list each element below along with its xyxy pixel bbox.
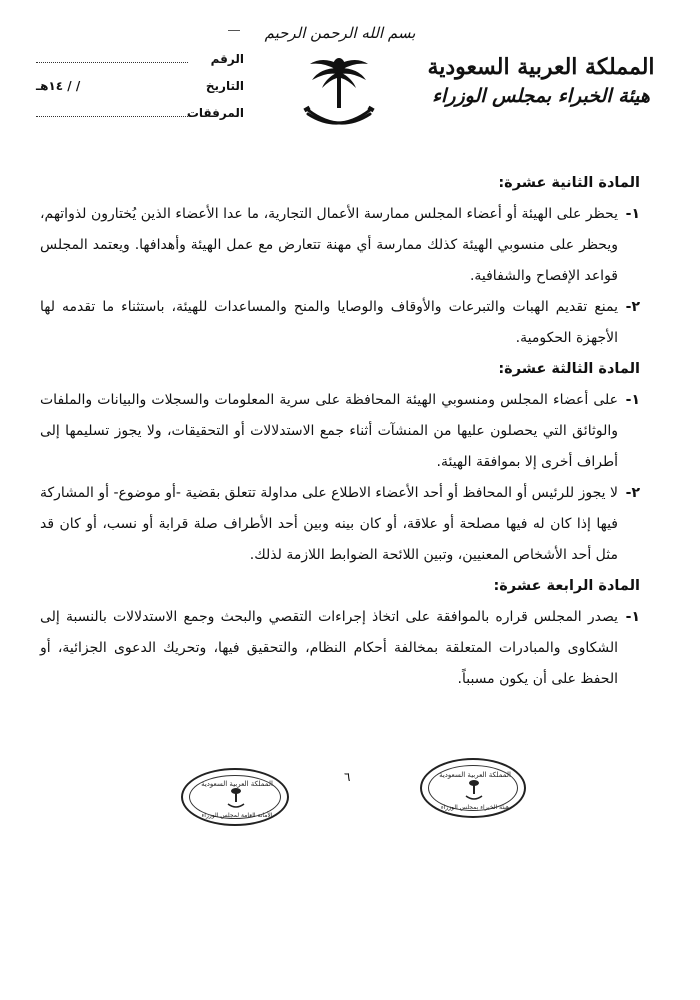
stamp-emblem-icon <box>183 770 291 828</box>
ref-row <box>36 52 244 79</box>
stamp-right-title: المملكة العربية السعودية <box>439 771 511 779</box>
attachments-row <box>36 106 244 133</box>
reference-block <box>36 52 244 133</box>
page-number: ٦ <box>344 770 351 784</box>
item-text: يمنع تقديم الهبات والتبرعات والأوقاف والوصايا والمنح والمساعدات للهيئة، باستثناء ما تقدمه لها الأجهزة الحكومية. <box>40 299 618 346</box>
article-item <box>40 602 640 695</box>
saudi-emblem-icon <box>302 52 376 134</box>
header-dash <box>228 30 240 31</box>
article-item <box>40 292 640 354</box>
attachments-label: المرفقات <box>186 106 244 120</box>
item-text: لا يجوز للرئيس أو المحافظ أو أحد الأعضاء الاطلاع على مداولة تتعلق بقضية -أو موضوع- أو المشاركة فيها إذا كان له فيها مصلحة أو علاقة، أو كان بينه وبين أحد الأطراف صلة قرابة أو نسب، أو كان قد مثل أحد الأشخاص المعنيين، وتبين اللائحة الضوابط اللازمة لذلك. <box>40 485 618 563</box>
official-stamp-left <box>181 768 289 826</box>
item-number: ٢- <box>625 299 640 315</box>
stamp-left-title: المملكة العربية السعودية <box>201 780 273 788</box>
date-value: / / ١٤هـ <box>36 79 81 93</box>
org-name: هيئة الخبراء بمجلس الوزراء <box>432 85 650 107</box>
item-number: ٢- <box>625 485 640 501</box>
attachments-line <box>36 106 188 117</box>
bismillah: بسم الله الرحمن الرحيم <box>264 24 416 42</box>
document-body <box>40 168 640 695</box>
item-text: يصدر المجلس قراره بالموافقة على اتخاذ إجراءات التقصي والبحث وجمع الاستدلالات بالنسبة إلى الشكاوى والمبادرات المتعلقة بمخالفة أحكام النظام، والتحقيق فيها، وتحريك الدعوى الجزائية، أو الحفظ على أن يكون مسبباً. <box>40 609 618 687</box>
organization-header <box>416 52 666 110</box>
item-text: يحظر على الهيئة أو أعضاء المجلس ممارسة الأعمال التجارية، ما عدا الأعضاء الذين يُختارون لذواتهم، ويحظر على منسوبي الهيئة كذلك ممارسة أي مهنة تتعارض مع عمل الهيئة وأهدافها. ويعتمد المجلس قواعد الإفصاح والشفافية. <box>40 206 618 284</box>
official-stamp-right <box>420 758 526 818</box>
ref-label: الرقم <box>210 52 244 66</box>
article-heading: المادة الثالثة عشرة: <box>498 361 640 377</box>
stamp-right-subtitle: هيئة الخبراء بمجلس الوزراء <box>440 804 510 811</box>
stamp-left-subtitle: الأمانة العامة لمجلس الوزراء <box>201 812 273 819</box>
ref-line <box>36 52 188 63</box>
org-country: المملكة العربية السعودية <box>427 54 655 80</box>
date-label: التاريخ <box>205 79 244 93</box>
article-item <box>40 478 640 571</box>
article-heading: المادة الثانية عشرة: <box>498 175 640 191</box>
stamp-emblem-icon <box>422 760 528 820</box>
item-text: على أعضاء المجلس ومنسوبي الهيئة المحافظة على سرية المعلومات والسجلات والبيانات والملفات والوثائق التي يحصلون عليها من المنشآت أثناء جمع الاستدلالات أو التحقيقات، ولا يجوز تسليمها إلى أطراف أخرى إلا بموافقة الهيئة. <box>40 392 618 470</box>
article-heading: المادة الرابعة عشرة: <box>493 578 640 594</box>
item-number: ١- <box>625 206 640 222</box>
article-item <box>40 385 640 478</box>
item-number: ١- <box>625 609 640 625</box>
article-item <box>40 199 640 292</box>
item-number: ١- <box>625 392 640 408</box>
date-row <box>36 79 244 106</box>
